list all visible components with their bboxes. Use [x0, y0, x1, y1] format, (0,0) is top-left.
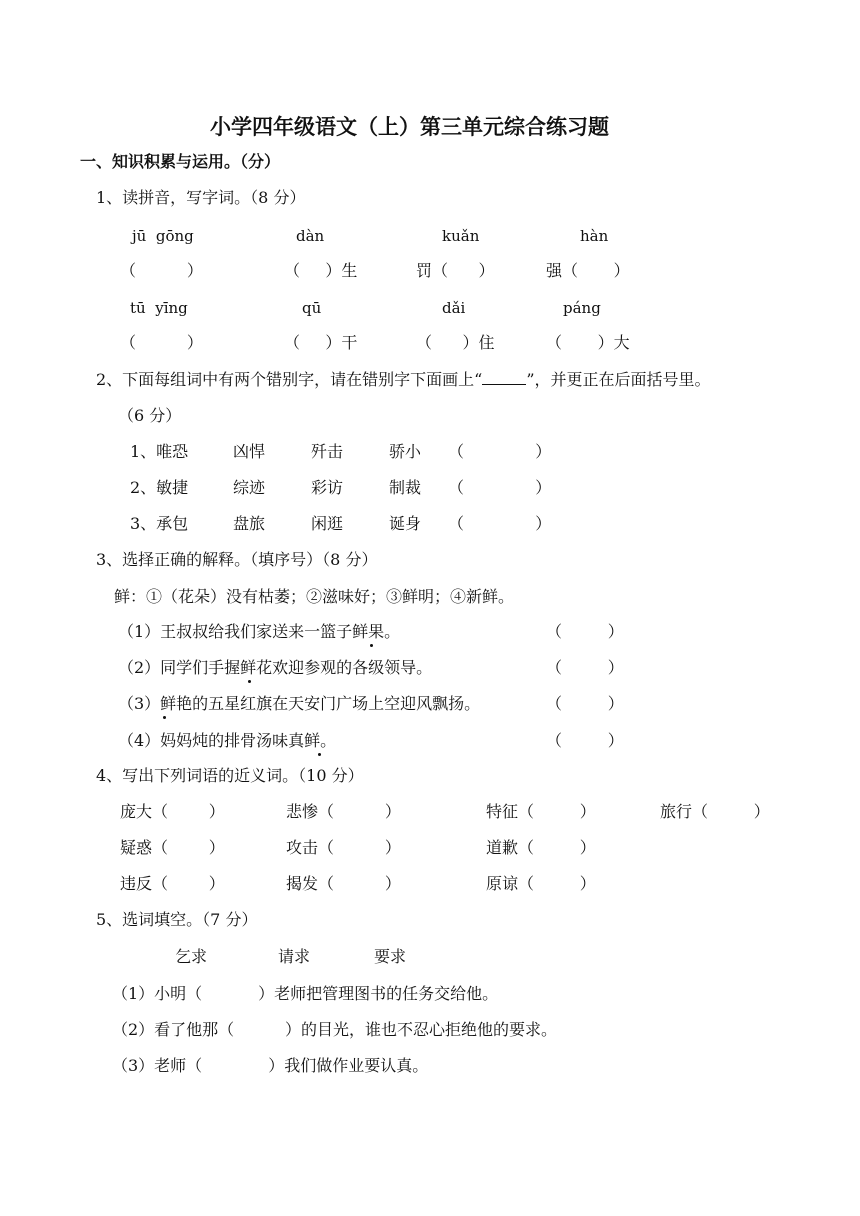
word: 闲逛 [311, 514, 344, 533]
sentence: （2）看了他那（ ）的目光，谁也不忍心拒绝他的要求。 [112, 1020, 558, 1039]
word-blank: 旅行（ ） [660, 802, 770, 821]
question-5-heading: 5、选词填空。（7 分） [96, 910, 258, 929]
emphasis-dot [248, 680, 251, 683]
word-option: 乞求 [175, 947, 208, 966]
emphasis-dot [370, 644, 373, 647]
page-title: 小学四年级语文（上）第三单元综合练习题 [210, 115, 609, 139]
sentence: （3）鲜艳的五星红旗在天安门广场上空迎风飘扬。 [118, 694, 481, 713]
answer-blank: （ ） [120, 261, 203, 280]
word-blank: 疑惑（ ） [120, 838, 225, 857]
answer-blank: （ ）大 [546, 333, 630, 352]
sentence: （4）妈妈炖的排骨汤味真鲜。 [118, 731, 337, 750]
pinyin: kuǎn [442, 227, 480, 245]
definition: 鲜：①（花朵）没有枯萎；②滋味好；③鲜明；④新鲜。 [114, 587, 515, 606]
word: 诞身 [389, 514, 422, 533]
word: 骄小 [389, 442, 422, 461]
answer-blank: （ ）干 [284, 333, 358, 352]
question-3-heading: 3、选择正确的解释。（填序号）（8 分） [96, 550, 378, 569]
word: 制裁 [389, 478, 422, 497]
sentence: （3）老师（ ）我们做作业要认真。 [112, 1056, 429, 1075]
pinyin: tū yīng [130, 299, 188, 317]
answer-blank: （ ） [448, 442, 552, 461]
heading-text: 2、下面每组词中有两个错别字，请在错别字下面画上“ [96, 370, 483, 389]
word-option: 要求 [374, 947, 407, 966]
answer-blank: 强（ ） [546, 261, 630, 280]
question-1-heading: 1、读拼音，写字词。（8 分） [96, 188, 306, 207]
word-blank: 庞大（ ） [120, 802, 225, 821]
answer-blank: （ ）生 [284, 261, 358, 280]
answer-blank: 罚（ ） [416, 261, 495, 280]
answer-blank: （ ） [448, 478, 552, 497]
sentence: （2）同学们手握鲜花欢迎参观的各级领导。 [118, 658, 433, 677]
sentence: （1）小明（ ）老师把管理图书的任务交给他。 [112, 984, 499, 1003]
word: 彩访 [311, 478, 344, 497]
word: 盘旅 [233, 514, 266, 533]
word-row: 1、唯恐 [130, 442, 189, 461]
answer-blank: （ ） [546, 622, 624, 641]
answer-blank: （ ） [546, 731, 624, 750]
pinyin: dǎi [442, 299, 466, 317]
pinyin: dàn [296, 227, 325, 245]
pinyin: páng [563, 299, 601, 317]
word-blank: 道歉（ ） [486, 838, 596, 857]
heading-text: ”，并更正在后面括号里。 [526, 370, 711, 389]
word-option: 请求 [278, 947, 311, 966]
word: 综迹 [233, 478, 266, 497]
emphasis-dot [163, 716, 166, 719]
emphasis-dot [318, 753, 321, 756]
question-2-heading [96, 370, 711, 390]
word-blank: 揭发（ ） [286, 874, 401, 893]
sentence: （1）王叔叔给我们家送来一篮子鲜果。 [118, 622, 401, 641]
word-blank: 违反（ ） [120, 874, 225, 893]
word-row: 3、承包 [130, 514, 189, 533]
score: （6 分） [118, 406, 182, 425]
answer-blank: （ ）住 [416, 333, 495, 352]
word-blank: 原谅（ ） [486, 874, 596, 893]
answer-blank: （ ） [546, 658, 624, 677]
pinyin: hàn [580, 227, 609, 245]
word-blank: 特征（ ） [486, 802, 596, 821]
underline-mark [482, 370, 526, 385]
word-blank: 攻击（ ） [286, 838, 401, 857]
answer-blank: （ ） [546, 694, 624, 713]
answer-blank: （ ） [448, 514, 552, 533]
section-heading: 一、知识积累与运用。（分） [80, 152, 281, 171]
answer-blank: （ ） [120, 333, 203, 352]
word: 凶悍 [233, 442, 266, 461]
pinyin: jū gōng [132, 227, 194, 245]
word: 歼击 [311, 442, 344, 461]
word-row: 2、敏捷 [130, 478, 189, 497]
question-4-heading: 4、写出下列词语的近义词。（10 分） [96, 766, 364, 785]
word-blank: 悲惨（ ） [286, 802, 401, 821]
pinyin: qū [302, 299, 322, 317]
